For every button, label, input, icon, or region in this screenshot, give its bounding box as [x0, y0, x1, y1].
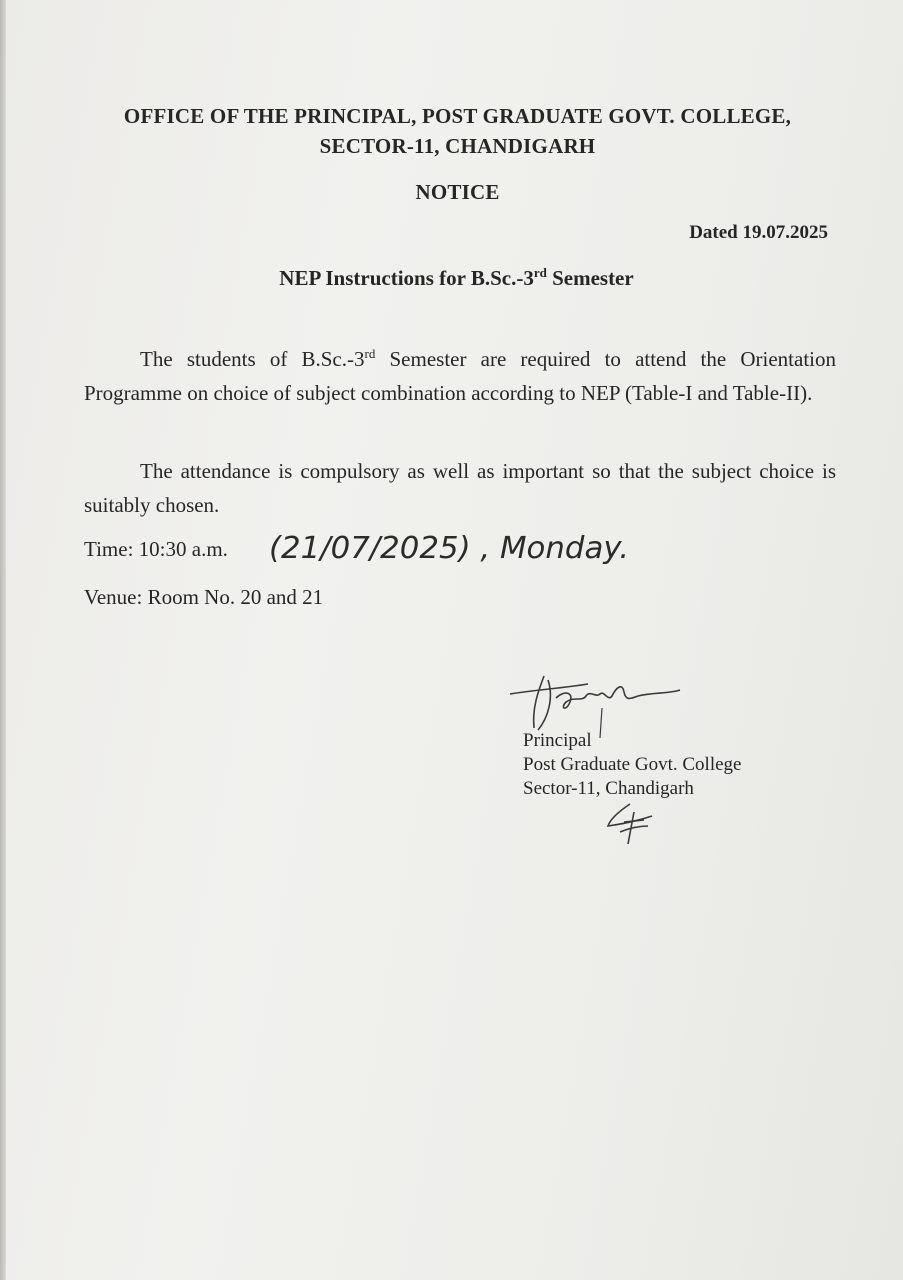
- p2-text: The attendance is compulsory as well as important so that the subject choice is suitably chosen.: [84, 459, 836, 517]
- signatory-address: Sector-11, Chandigarh: [523, 778, 694, 799]
- paragraph-attendance: [84, 454, 836, 522]
- signatory-college: Post Graduate Govt. College: [523, 754, 742, 775]
- p1-suffix: Semester are required to attend the Orientation Programme on choice of subject combination according to NEP (Table-I and Table-II).: [84, 347, 836, 405]
- signatory-title: Principal: [523, 730, 592, 751]
- notice-date: Dated 19.07.2025: [689, 222, 828, 243]
- subject-suffix: Semester: [546, 266, 634, 290]
- paragraph-orientation: [84, 342, 836, 410]
- handwritten-date-note: [265, 514, 645, 584]
- office-address: SECTOR-11, CHANDIGARH: [319, 134, 596, 158]
- time-line: Time: 10:30 a.m.: [84, 537, 228, 561]
- venue-line: Venue: Room No. 20 and 21: [84, 585, 324, 609]
- initial-mark: [600, 800, 670, 848]
- p1-sup: rd: [364, 346, 376, 361]
- p1-prefix: The students of B.Sc.-3: [140, 347, 365, 371]
- notice-subject: [0, 266, 903, 291]
- notice-title: NOTICE: [415, 180, 500, 204]
- handwritten-date-text: (21/07/2025) , Monday.: [269, 531, 629, 566]
- subject-sup: rd: [533, 265, 547, 280]
- signatory-block: [523, 729, 741, 801]
- subject-prefix: NEP Instructions for B.Sc.-3: [279, 266, 534, 290]
- office-heading: OFFICE OF THE PRINCIPAL, POST GRADUATE GOVT. COLLEGE,: [123, 104, 792, 128]
